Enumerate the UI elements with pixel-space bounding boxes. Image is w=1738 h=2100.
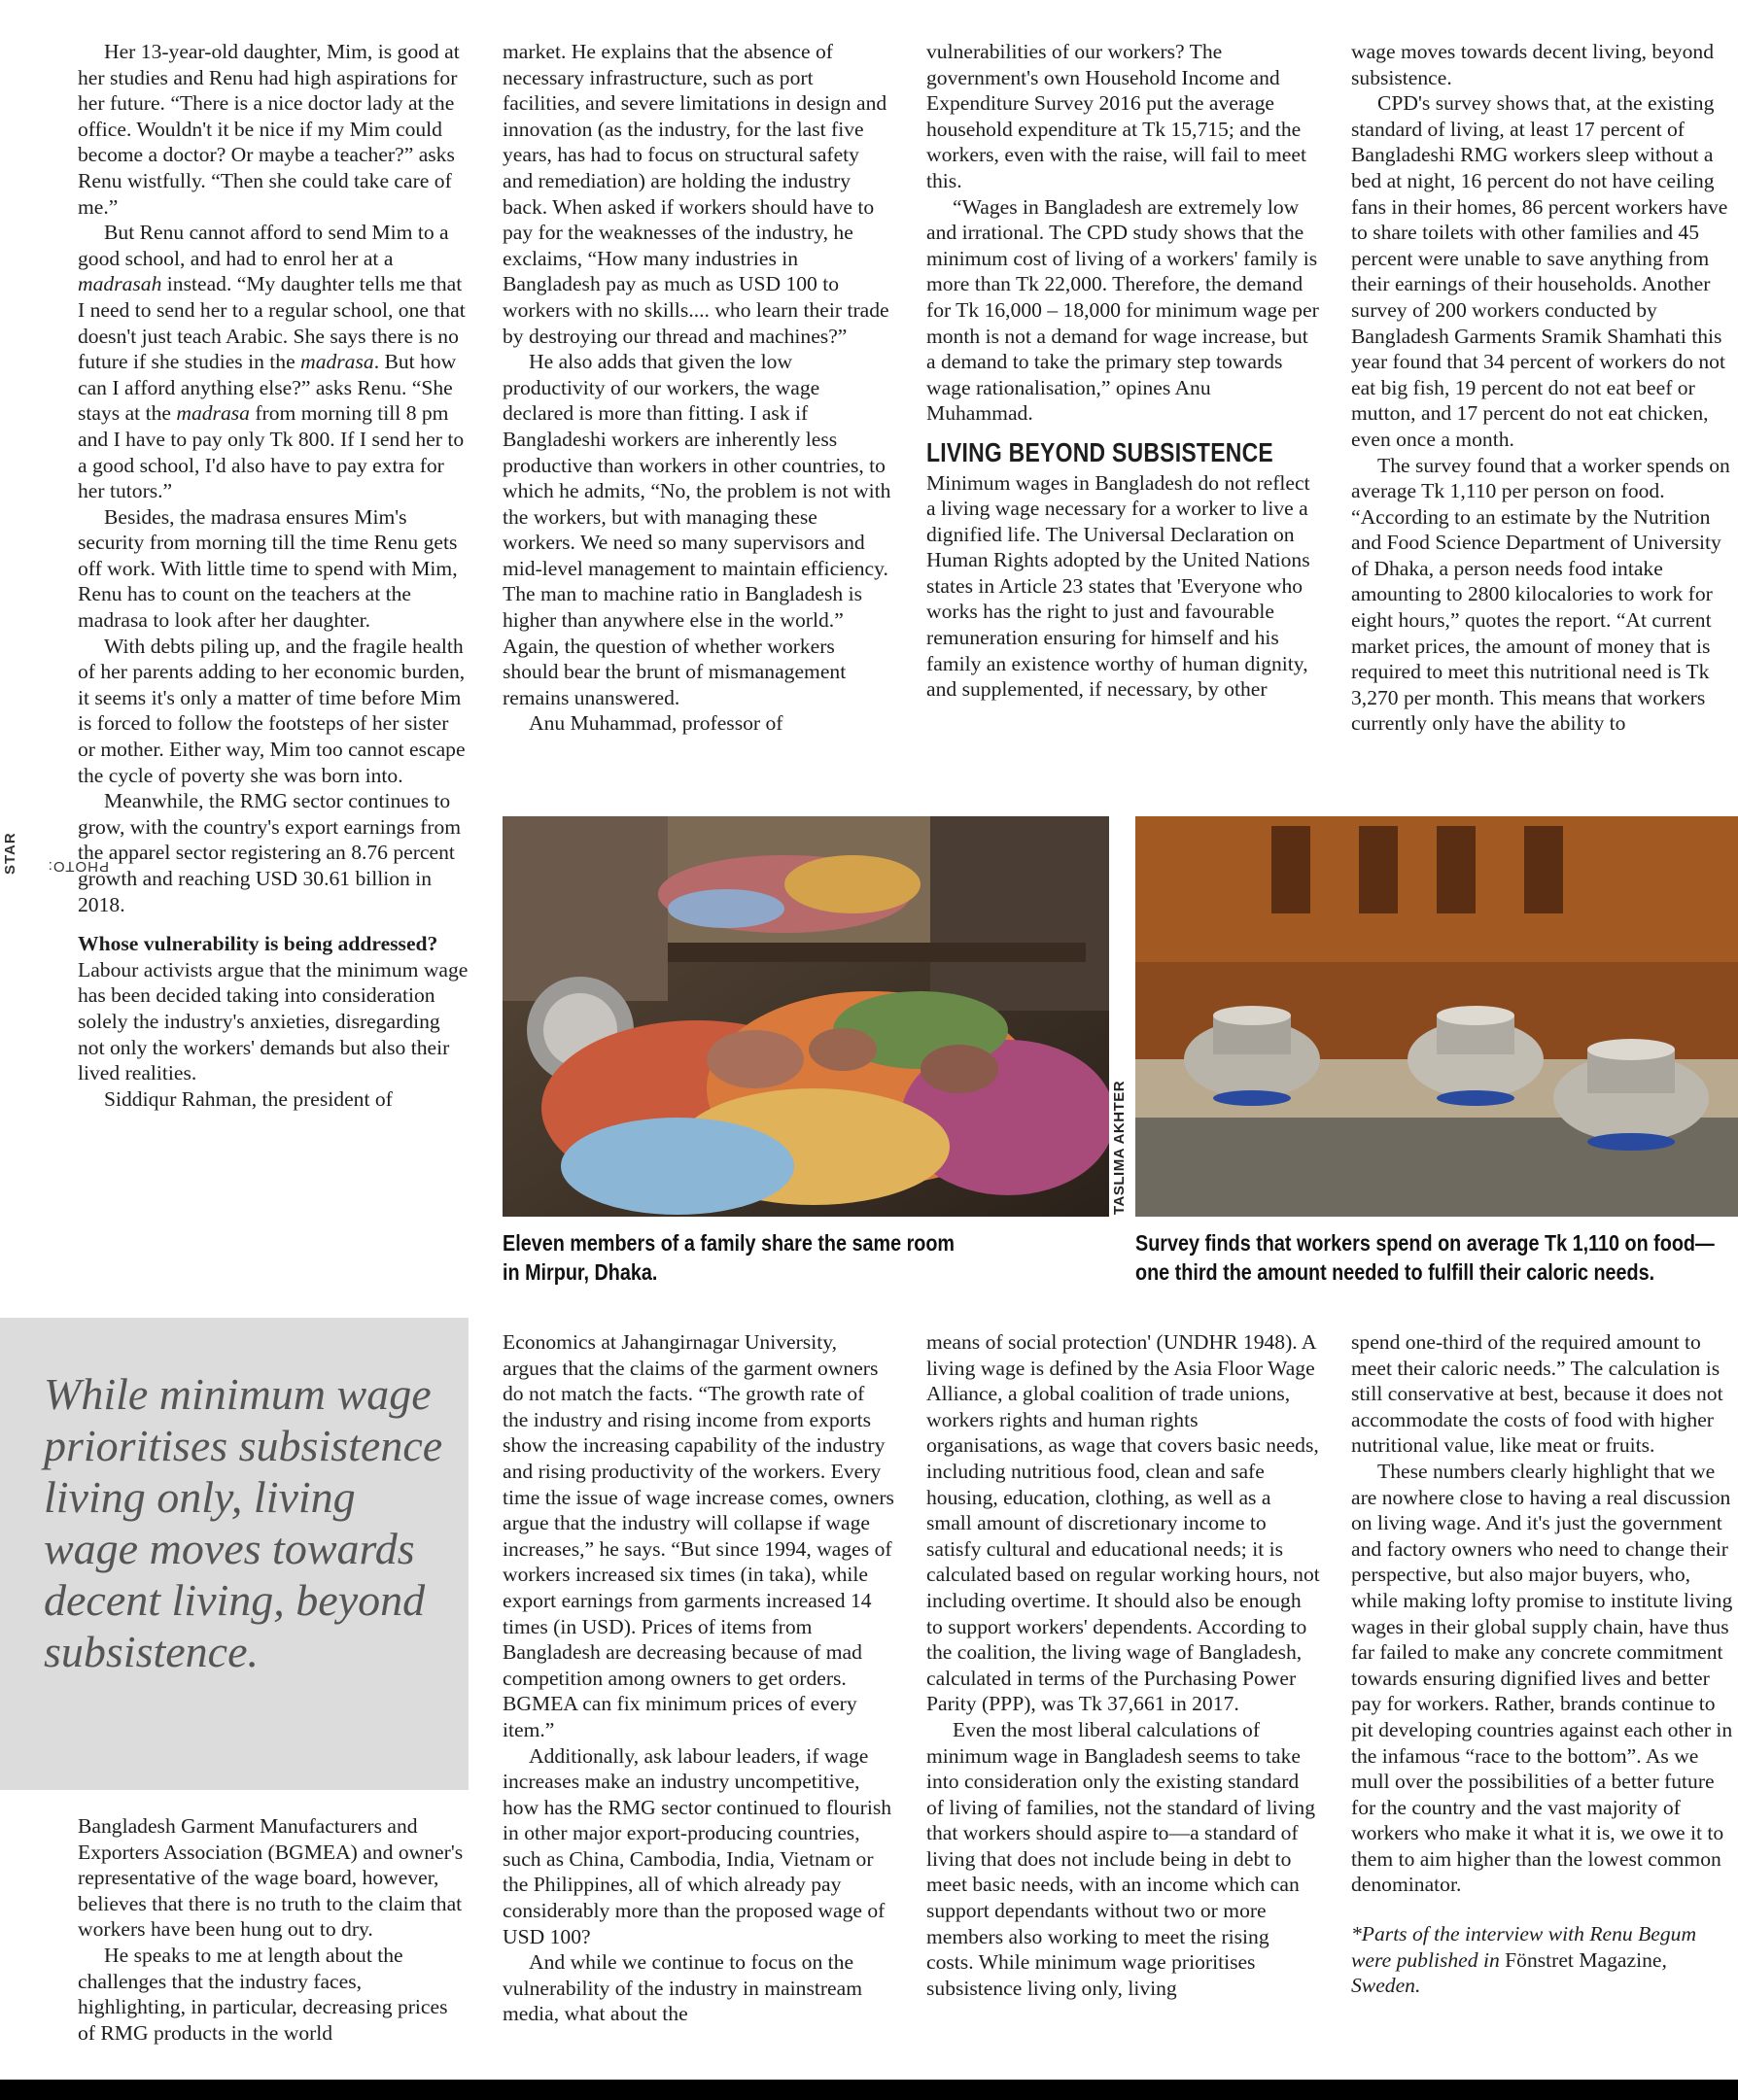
- paragraph: market. He explains that the absence of necessary infrastructure, such as port facilities, and severe limitations in design and innovation (as the industry, for the last five years, has had to focus on structural safety and remediation) are holding the industry back. When asked if workers should have to pay for the weaknesses of the industry, he exclaims, “How many industries in Bangladesh pay as much as USD 100 to workers with no skills.... who learn their trade by destroying our thread and machines?”: [503, 40, 889, 348]
- paragraph: He also adds that given the low productivity of our workers, the wage declared is more than fitting. I ask if Bangladeshi workers are inherently less productive than workers in other countries, to which he admits, “No, the problem is not with the workers, but with managing these workers. We need so many supervisors and mid-level management to maintain efficiency. The man to machine ratio in Bangladesh is higher than anywhere else in the world.” Again, the question of whether workers should bear the brunt of mismanagement remains unanswered.: [503, 350, 891, 709]
- paragraph: With debts piling up, and the fragile health of her parents adding to her economic burden, it seems it's only a matter of time before Mim is forced to follow the footsteps of her sister or mother. Either way, Mim too cannot escape the cycle of poverty she was born into.: [78, 634, 466, 787]
- column-3-top: [926, 39, 1320, 703]
- family-room-image: [503, 816, 1109, 1217]
- pull-quote-text: While minimum wage prioritises subsistence living only, living wage moves towards decent living, beyond subsistence.: [44, 1369, 443, 1676]
- column-4-top: [1351, 39, 1738, 737]
- paragraph: These numbers clearly highlight that we are nowhere close to having a real discussion on living wage. And it's just the government and factory owners who need to change their perspective, but also major buyers, who, while making lofty promise to institute living wages in their global supply chain, have thus far failed to make any concrete commitment towards ensuring dignified lives and better pay for workers. Rather, brands continue to pit developing countries against each other in the infamous “race to the bottom”. As we mull over the possibilities of a better future for the country and the vast majority of workers who make it what it is, we owe it to them to aim higher than the lowest common denominator.: [1351, 1459, 1733, 1897]
- paragraph-madrasa: But Renu cannot afford to send Mim to a good school, and had to enrol her at a madrasah instead. “My daughter tells me that I need to send her to a regular school, one that doesn't just teach Arabic. She says there is no future if she studies in the madrasa. But how can I afford anything else?” asks Renu. “She stays at the madrasa from morning till 8 pm and I have to pay only Tk 800. If I send her to a good school, I'd also have to pay extra for her tutors.”: [78, 221, 466, 503]
- column-4-bottom: [1351, 1329, 1738, 1999]
- paragraph: Bangladesh Garment Manufacturers and Exporters Association (BGMEA) and owner's representative of the wage board, however, believes that there is no truth to the claim that workers have been hung out to dry.: [78, 1814, 464, 1942]
- photo-credit-vertical: TASLIMA AKHTER: [1111, 1080, 1128, 1215]
- paragraph: Besides, the madrasa ensures Mim's security from morning till the time Renu gets off work. With little time to spend with Mim, Renu has to count on the teachers at the madrasa to look after her daughter.: [78, 504, 458, 633]
- credit-name: STAR: [2, 832, 18, 875]
- paragraph: Additionally, ask labour leaders, if wage increases make an industry uncompetitive, how has the RMG sector continued to flourish in other major export-producing countries, such as China, Cambodia, India, Vietnam or the Philippines, all of which already pay considerably more than the proposed wage of USD 100?: [503, 1743, 892, 1948]
- column-3-bottom: [926, 1329, 1320, 2001]
- credit-prefix: PHOTO:: [47, 858, 109, 875]
- paragraph: CPD's survey shows that, at the existing standard of living, at least 17 percent of Bangladeshi RMG workers sleep without a bed at night, 16 percent do not have ceiling fans in their homes, 86 percent workers have to share toilets with other families and 45 percent were unable to save anything from their earnings of their households. Another survey of 200 workers conducted by Bangladesh Garments Sramik Shamhati this year found that 34 percent of workers do not eat big fish, 19 percent do not eat beef or mutton, and 17 percent do not eat chicken, even once a month.: [1351, 91, 1728, 451]
- column-1-top: [78, 39, 469, 1112]
- section-heading: LIVING BEYOND SUBSISTENCE: [926, 436, 1273, 467]
- paragraph: The survey found that a worker spends on average Tk 1,110 per person on food. “According to an estimate by the Nutrition and Food Science Department of University of Dhaka, a person needs food intake amounting to 2800 kilocalories to work for eight hours,” quotes the report. “At current market prices, the amount of money that is required to meet this nutritional need is Tk 3,270 per month. This means that workers currently only have the ability to: [1351, 453, 1730, 736]
- paragraph: Siddiqur Rahman, the president of: [104, 1086, 393, 1111]
- paragraph: Meanwhile, the RMG sector continues to grow, with the country's export earnings from the apparel sector registering an 8.76 percent growth and reaching USD 30.61 billion in 2018.: [78, 789, 462, 916]
- bottom-bar: [0, 2080, 1738, 2100]
- paragraph: He speaks to me at length about the challenges that the industry faces, highlighting, in particular, decreasing prices of RMG products in the world: [78, 1943, 448, 2045]
- paragraph: Economics at Jahangirnagar University, argues that the claims of the garment owners do not match the facts. “The growth rate of the industry and rising income from exports show the increasing capability of the industry and rising productivity of the workers. Every time the issue of wage increase comes, owners argue that the industry will collapse if wage increases,” he says. “But since 1994, wages of workers increased six times (in taka), while export earnings from garments increased 14 times (in USD). Prices of items from Bangladesh are decreasing because of mad competition among owners to get orders. BGMEA can fix minimum prices of every item.”: [503, 1330, 894, 1741]
- left-photo-credit: [2, 768, 109, 875]
- column-1-bottom: [78, 1813, 469, 2046]
- paragraph: vulnerabilities of our workers? The government's own Household Income and Expenditure Survey 2016 put the average household expenditure at Tk 15,715; and the workers, even with the raise, will fail to meet this.: [926, 40, 1306, 192]
- paragraph: Labour activists argue that the minimum wage has been decided taking into consideration solely the industry's anxieties, disregarding not only the workers' demands but also their lived realities.: [78, 957, 469, 1085]
- pull-quote-box: [0, 1318, 469, 1790]
- paragraph: And while we continue to focus on the vulnerability of the industry in mainstream media, what about the: [503, 1950, 863, 2026]
- paragraph: wage moves towards decent living, beyond subsistence.: [1351, 40, 1714, 89]
- photo-family-room: [503, 816, 1109, 1217]
- photo-cooking-pots: [1135, 816, 1738, 1217]
- paragraph: Her 13-year-old daughter, Mim, is good at her studies and Renu had high aspirations for her future. “There is a nice doctor lady at the office. Wouldn't it be nice if my Mim could become a doctor? Or maybe a teacher?” asks Renu wistfully. “Then she could take care of me.”: [78, 40, 460, 219]
- caption-photo-1: Eleven members of a family share the same room in Mirpur, Dhaka.: [503, 1230, 956, 1285]
- paragraph: spend one-third of the required amount to meet their caloric needs.” The calculation is still conservative at best, because it does not accommodate the costs of food with higher nutritional value, like meat or fruits.: [1351, 1330, 1723, 1458]
- footnote: *Parts of the interview with Renu Begum were published in Fönstret Magazine, Sweden.: [1351, 1922, 1697, 1998]
- subheading: Whose vulnerability is being addressed?: [78, 932, 438, 956]
- column-2-top: [503, 39, 894, 737]
- column-2-bottom: [503, 1329, 894, 2027]
- paragraph: means of social protection' (UNDHR 1948). A living wage is defined by the Asia Floor Wage Alliance, a global coalition of trade unions, workers rights and human rights organisations, as wage that covers basic needs, including nutritious food, clean and safe housing, education, clothing, as well as a small amount of discretionary income to satisfy cultural and educational needs; it is calculated based on regular working hours, not including overtime. It should also be enough to support workers' dependents. According to the coalition, the living wage of Bangladesh, calculated in terms of the Purchasing Power Parity (PPP), was Tk 37,661 in 2017.: [926, 1330, 1320, 1716]
- paragraph: “Wages in Bangladesh are extremely low and irrational. The CPD study shows that the minimum cost of living of a workers' family is more than Tk 22,000. Therefore, the demand for Tk 16,000 – 18,000 for minimum wage per month is not a demand for wage increase, but a demand to take the primary step towards wage rationalisation,” opines Anu Muhammad.: [926, 194, 1319, 426]
- paragraph: Minimum wages in Bangladesh do not reflect a living wage necessary for a worker to live a dignified life. The Universal Declaration on Human Rights adopted by the United Nations states in Article 23 states that 'Everyone who works has the right to just and favourable remuneration ensuring for himself and his family an existence worthy of human dignity, and supplemented, if necessary, by other: [926, 470, 1310, 702]
- paragraph: Anu Muhammad, professor of: [529, 711, 783, 736]
- caption-photo-2: Survey finds that workers spend on average Tk 1,110 on food—one third the amount needed to fulfill their caloric needs.: [1135, 1230, 1715, 1285]
- paragraph: Even the most liberal calculations of minimum wage in Bangladesh seems to take into consideration only the existing standard of living of families, not the standard of living that workers should aspire to—a standard of living that does not include being in debt to meet basic needs, with an income which can support dependants without two or more members also working to meet the rising costs. While minimum wage prioritises subsistence living only, living: [926, 1717, 1316, 2000]
- cooking-pots-image: [1135, 816, 1738, 1217]
